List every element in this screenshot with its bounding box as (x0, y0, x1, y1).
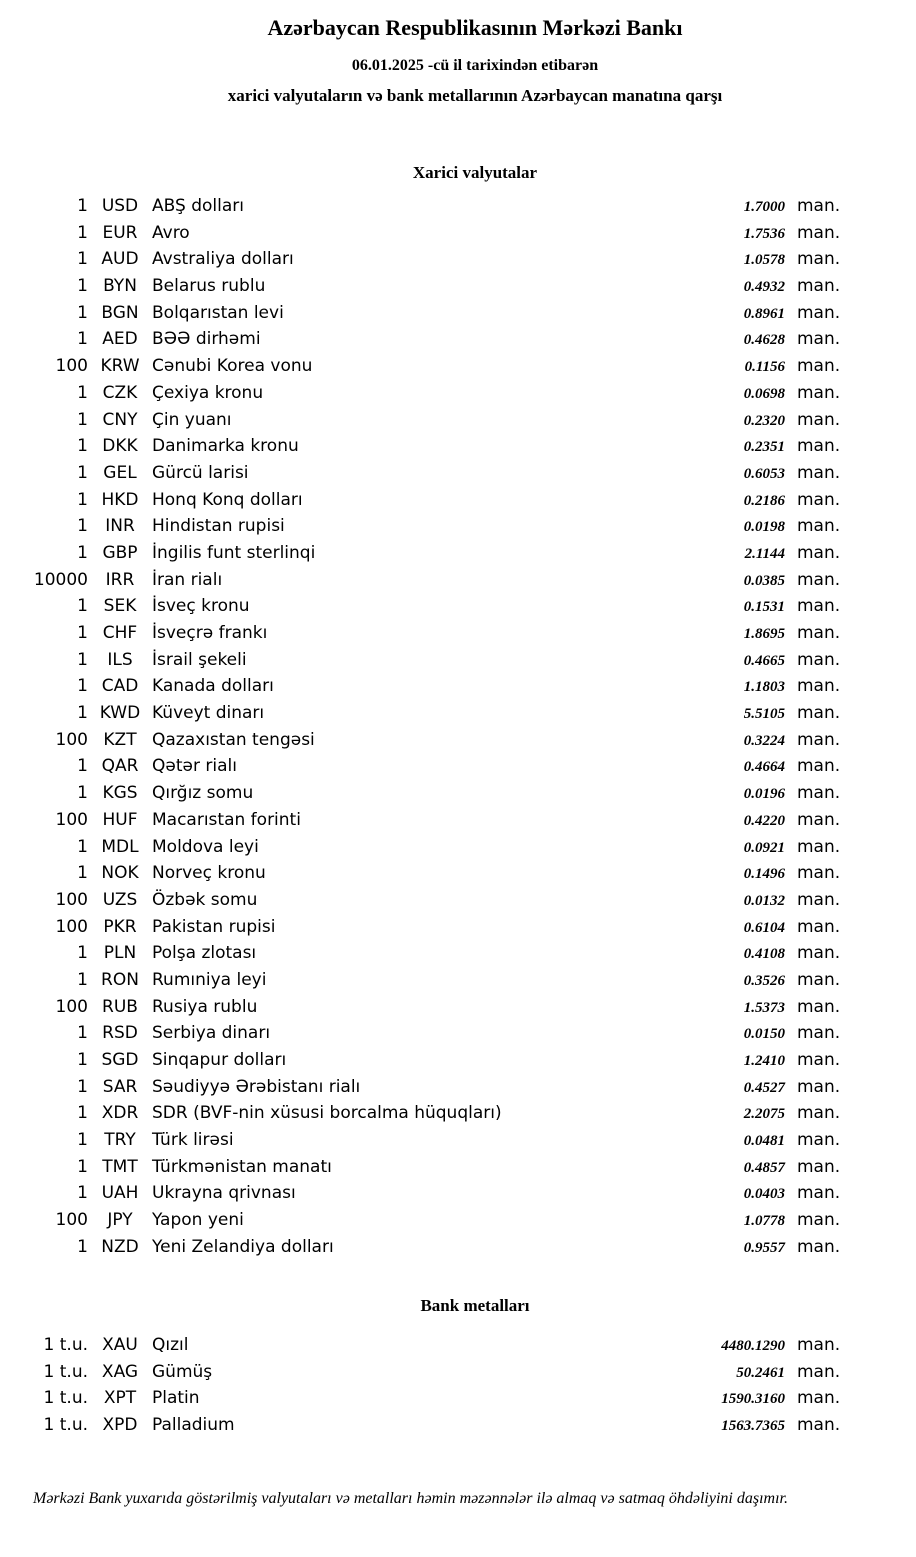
name-cell: İsveç kronu (152, 596, 250, 617)
unit-cell: man. (797, 222, 841, 243)
currency-row (0, 1180, 916, 1207)
unit-cell: man. (797, 1210, 841, 1231)
quantity-cell: 1 (77, 1076, 88, 1097)
currency-row (0, 1047, 916, 1074)
code-cell: KGS (102, 783, 138, 804)
quantity-cell: 1 (77, 969, 88, 990)
currency-row (0, 1074, 916, 1101)
name-cell: Səudiyyə Ərəbistanı rialı (152, 1076, 361, 1097)
name-cell: Gümüş (152, 1361, 213, 1382)
quantity-cell: 100 (55, 889, 88, 910)
rate-cell: 1.5373 (743, 999, 785, 1016)
unit-cell: man. (797, 436, 841, 457)
name-cell: Qızıl (152, 1335, 189, 1355)
code-cell: SGD (101, 1050, 139, 1070)
code-cell: AED (102, 329, 138, 350)
name-cell: İsrail şekeli (152, 649, 247, 670)
rate-cell: 0.2320 (743, 412, 785, 429)
currency-row (0, 380, 916, 407)
section-title-currencies: Xarici valyutalar (412, 163, 538, 182)
code-cell: JPY (107, 1210, 133, 1231)
rate-cell: 0.4220 (743, 812, 785, 829)
currency-row (0, 326, 916, 353)
currency-row (0, 780, 916, 807)
quantity-cell: 1 (77, 676, 88, 697)
currency-row (0, 700, 916, 727)
currency-row (0, 567, 916, 594)
name-cell: Bolqarıstan levi (152, 302, 284, 323)
rate-cell: 0.0132 (743, 892, 785, 909)
quantity-cell: 1 (77, 462, 88, 483)
code-cell: XPD (102, 1415, 138, 1436)
rate-cell: 5.5105 (743, 706, 785, 723)
metal-row (0, 1359, 916, 1386)
description-line: xarici valyutaların və bank metallarının Azərbaycan manatına qarşı (227, 86, 723, 105)
name-cell: Cənubi Korea vonu (152, 356, 313, 377)
metal-row (0, 1332, 916, 1359)
currency-table (0, 193, 916, 1261)
quantity-cell: 100 (55, 809, 88, 830)
rate-cell: 0.0481 (743, 1133, 785, 1150)
name-cell: Hindistan rupisi (152, 516, 285, 537)
quantity-cell: 10000 (33, 569, 88, 590)
unit-cell: man. (797, 382, 841, 403)
name-cell: Honq Konq dolları (152, 489, 303, 510)
rate-cell: 0.0385 (743, 572, 785, 589)
quantity-cell: 1 (77, 329, 88, 350)
rate-cell: 1.7000 (743, 199, 785, 215)
rate-cell: 4480.1290 (721, 1338, 785, 1354)
rate-cell: 0.9557 (743, 1239, 785, 1256)
quantity-cell: 1 (77, 409, 88, 430)
rate-cell: 0.0150 (743, 1026, 785, 1043)
name-cell: SDR (BVF-nin xüsusi borcalma hüquqları) (152, 1103, 502, 1124)
rate-cell: 50.2461 (736, 1364, 785, 1381)
currency-row (0, 300, 916, 327)
rate-cell: 1563.7365 (721, 1418, 785, 1435)
unit-cell: man. (797, 1023, 841, 1044)
currency-row (0, 460, 916, 487)
code-cell: DKK (102, 436, 138, 457)
name-cell: Türkmənistan manatı (152, 1156, 332, 1177)
currency-row (0, 1207, 916, 1234)
unit-cell: man. (797, 1076, 841, 1097)
unit-cell: man. (797, 1335, 841, 1355)
currency-row (0, 1154, 916, 1181)
name-cell: Avro (152, 222, 190, 243)
code-cell: BGN (101, 302, 139, 323)
code-cell: AUD (101, 249, 139, 270)
unit-cell: man. (797, 516, 841, 537)
currency-row (0, 1020, 916, 1047)
quantity-cell: 1 (77, 249, 88, 270)
currency-row (0, 620, 916, 647)
currency-row (0, 647, 916, 674)
name-cell: Serbiya dinarı (152, 1023, 271, 1044)
quantity-cell: 1 (77, 196, 88, 216)
unit-cell: man. (797, 569, 841, 590)
name-cell: Çexiya kronu (152, 382, 264, 403)
unit-cell: man. (797, 783, 841, 804)
name-cell: Rusiya rublu (152, 996, 258, 1017)
quantity-cell: 1 (77, 783, 88, 804)
quantity-cell: 1 (77, 756, 88, 777)
code-cell: KWD (99, 703, 141, 724)
code-cell: CNY (102, 409, 138, 430)
currency-row (0, 487, 916, 514)
metals-table (0, 1332, 916, 1439)
quantity-cell: 1 (77, 222, 88, 243)
rate-cell: 0.2351 (743, 439, 785, 456)
unit-cell: man. (797, 1236, 841, 1257)
rate-cell: 0.6053 (743, 465, 785, 482)
currency-row (0, 273, 916, 300)
rate-cell: 0.4665 (743, 652, 785, 669)
quantity-cell: 1 t.u. (43, 1335, 88, 1355)
unit-cell: man. (797, 889, 841, 910)
unit-cell: man. (797, 329, 841, 350)
unit-cell: man. (797, 1361, 841, 1382)
quantity-cell: 1 (77, 1236, 88, 1257)
rate-cell: 1.2410 (743, 1053, 785, 1069)
quantity-cell: 1 (77, 623, 88, 643)
rate-cell: 1.0778 (743, 1213, 785, 1230)
currency-row (0, 513, 916, 540)
code-cell: MDL (101, 836, 139, 857)
currency-row (0, 246, 916, 273)
rate-cell: 1590.3160 (721, 1391, 785, 1408)
currency-row (0, 220, 916, 247)
rate-cell: 0.0403 (743, 1186, 785, 1203)
rate-cell: 0.1496 (743, 866, 785, 883)
currency-row (0, 887, 916, 914)
name-cell: İngilis funt sterlinqi (152, 542, 316, 563)
code-cell: NZD (101, 1236, 139, 1257)
rate-cell: 0.3224 (743, 732, 785, 749)
rate-cell: 2.1144 (744, 545, 785, 562)
currency-row (0, 353, 916, 380)
rate-cell: 1.7536 (743, 225, 785, 242)
quantity-cell: 1 (77, 1103, 88, 1124)
rate-cell: 1.1803 (743, 679, 785, 696)
quantity-cell: 1 t.u. (43, 1415, 88, 1436)
name-cell: Küveyt dinarı (152, 703, 265, 724)
code-cell: CZK (102, 382, 138, 403)
name-cell: Kanada dolları (152, 676, 274, 697)
name-cell: Palladium (152, 1415, 235, 1436)
rate-cell: 0.0921 (743, 839, 785, 856)
quantity-cell: 1 (77, 382, 88, 403)
quantity-cell: 1 (77, 1183, 88, 1204)
metal-row (0, 1385, 916, 1412)
name-cell: Moldova leyi (152, 836, 259, 857)
name-cell: Norveç kronu (152, 863, 266, 884)
quantity-cell: 1 (77, 703, 88, 724)
code-cell: RUB (102, 996, 138, 1017)
rate-cell: 0.4932 (743, 279, 785, 296)
code-cell: PLN (103, 943, 137, 964)
currency-row (0, 407, 916, 434)
currency-row (0, 807, 916, 834)
quantity-cell: 1 (77, 1050, 88, 1070)
quantity-cell: 1 t.u. (43, 1388, 88, 1409)
rate-cell: 0.1156 (744, 359, 785, 376)
code-cell: TRY (104, 1130, 136, 1151)
name-cell: Avstraliya dolları (152, 249, 294, 270)
code-cell: XPT (103, 1388, 137, 1409)
quantity-cell: 1 (77, 596, 88, 617)
name-cell: Yapon yeni (152, 1210, 244, 1231)
currency-row (0, 1234, 916, 1261)
unit-cell: man. (797, 996, 841, 1017)
rate-cell: 0.6104 (743, 919, 785, 936)
name-cell: Danimarka kronu (152, 436, 299, 457)
currency-row (0, 914, 916, 941)
code-cell: HUF (102, 809, 138, 830)
unit-cell: man. (797, 676, 841, 697)
rate-cell: 0.4527 (743, 1079, 785, 1096)
code-cell: RSD (102, 1023, 138, 1044)
code-cell: BYN (103, 276, 137, 297)
unit-cell: man. (797, 462, 841, 483)
currency-row (0, 940, 916, 967)
rate-cell: 2.2075 (743, 1106, 785, 1123)
name-cell: Sinqapur dolları (152, 1050, 287, 1070)
currency-row (0, 433, 916, 460)
unit-cell: man. (797, 1415, 841, 1436)
code-cell: NOK (101, 863, 139, 884)
quantity-cell: 1 (77, 1023, 88, 1044)
unit-cell: man. (797, 596, 841, 617)
quantity-cell: 100 (55, 916, 88, 937)
rate-cell: 0.4628 (743, 332, 785, 349)
rate-cell: 0.4857 (743, 1159, 785, 1176)
currency-row (0, 860, 916, 887)
rate-cell: 0.4664 (743, 759, 785, 776)
unit-cell: man. (797, 302, 841, 323)
quantity-cell: 100 (55, 356, 88, 377)
unit-cell: man. (797, 356, 841, 377)
code-cell: KRW (100, 356, 140, 377)
name-cell: Qazaxıstan tengəsi (152, 729, 315, 750)
code-cell: SAR (102, 1076, 138, 1097)
unit-cell: man. (797, 756, 841, 777)
rate-cell: 1.8695 (743, 626, 785, 642)
currency-row (0, 834, 916, 861)
rate-cell: 0.4108 (743, 946, 785, 963)
quantity-cell: 100 (55, 996, 88, 1017)
name-cell: Qətər rialı (152, 756, 237, 777)
currency-row (0, 673, 916, 700)
rate-cell: 0.1531 (743, 599, 785, 616)
metal-row (0, 1412, 916, 1439)
rate-cell: 0.0198 (743, 519, 785, 536)
name-cell: Gürcü larisi (152, 462, 249, 483)
unit-cell: man. (797, 276, 841, 297)
code-cell: HKD (101, 489, 139, 510)
currency-row (0, 540, 916, 567)
quantity-cell: 100 (55, 729, 88, 750)
name-cell: BƏƏ dirhəmi (152, 329, 261, 350)
unit-cell: man. (797, 489, 841, 510)
currency-row (0, 193, 916, 220)
unit-cell: man. (797, 1050, 841, 1070)
effective-date-line: 06.01.2025 -cü il tarixindən etibarən (351, 57, 599, 74)
code-cell: INR (105, 516, 135, 537)
unit-cell: man. (797, 249, 841, 270)
currency-row (0, 593, 916, 620)
rate-cell: 1.0578 (743, 252, 785, 269)
footer-note: Mərkəzi Bank yuxarıda göstərilmiş valyutaları və metalları həmin məzənnələr ilə almaq və satmaq öhdəliyini daşımır. (33, 1490, 788, 1507)
unit-cell: man. (797, 1103, 841, 1124)
rate-cell: 0.0196 (743, 786, 785, 803)
quantity-cell: 1 (77, 302, 88, 323)
quantity-cell: 1 (77, 436, 88, 457)
unit-cell: man. (797, 969, 841, 990)
unit-cell: man. (797, 542, 841, 563)
currency-row (0, 967, 916, 994)
unit-cell: man. (797, 623, 841, 643)
code-cell: XAU (102, 1335, 138, 1355)
quantity-cell: 1 (77, 836, 88, 857)
code-cell: GEL (103, 462, 137, 483)
code-cell: EUR (102, 222, 138, 243)
name-cell: ABŞ dolları (152, 196, 244, 216)
code-cell: SEK (103, 596, 137, 617)
unit-cell: man. (797, 1183, 841, 1204)
name-cell: Pakistan rupisi (152, 916, 276, 937)
quantity-cell: 1 (77, 1130, 88, 1151)
code-cell: TMT (102, 1156, 138, 1177)
unit-cell: man. (797, 703, 841, 724)
name-cell: Rumıniya leyi (152, 969, 267, 990)
code-cell: UZS (102, 889, 138, 910)
unit-cell: man. (797, 409, 841, 430)
quantity-cell: 1 t.u. (43, 1361, 88, 1382)
currency-row (0, 1100, 916, 1127)
name-cell: Ukrayna qrivnası (152, 1183, 296, 1204)
quantity-cell: 1 (77, 516, 88, 537)
rate-cell: 0.3526 (743, 972, 785, 989)
unit-cell: man. (797, 836, 841, 857)
code-cell: PKR (103, 916, 137, 937)
name-cell: İran rialı (152, 569, 223, 590)
unit-cell: man. (797, 809, 841, 830)
quantity-cell: 1 (77, 542, 88, 563)
code-cell: QAR (101, 756, 139, 777)
unit-cell: man. (797, 729, 841, 750)
code-cell: USD (101, 196, 139, 216)
code-cell: IRR (105, 569, 135, 590)
code-cell: XDR (101, 1103, 139, 1124)
quantity-cell: 1 (77, 943, 88, 964)
quantity-cell: 1 (77, 1156, 88, 1177)
code-cell: RON (101, 969, 139, 990)
name-cell: Macarıstan forinti (152, 809, 301, 830)
currency-row (0, 1127, 916, 1154)
code-cell: XAG (101, 1361, 139, 1382)
name-cell: Yeni Zelandiya dolları (152, 1236, 334, 1257)
name-cell: Polşa zlotası (152, 943, 257, 964)
code-cell: ILS (107, 649, 133, 670)
code-cell: CAD (101, 676, 139, 697)
quantity-cell: 1 (77, 649, 88, 670)
unit-cell: man. (797, 1130, 841, 1151)
unit-cell: man. (797, 863, 841, 884)
rate-cell: 0.2186 (743, 492, 785, 509)
name-cell: Çin yuanı (152, 409, 232, 430)
quantity-cell: 1 (77, 276, 88, 297)
name-cell: Qırğız somu (152, 783, 254, 804)
section-title-metals: Bank metalları (420, 1296, 530, 1315)
name-cell: Özbək somu (152, 889, 258, 910)
unit-cell: man. (797, 916, 841, 937)
unit-cell: man. (797, 196, 841, 216)
unit-cell: man. (797, 1388, 841, 1409)
code-cell: KZT (103, 729, 137, 750)
name-cell: Platin (152, 1388, 200, 1409)
name-cell: İsveçrə frankı (152, 623, 268, 643)
name-cell: Türk lirəsi (152, 1130, 234, 1151)
currency-row (0, 994, 916, 1021)
unit-cell: man. (797, 1156, 841, 1177)
quantity-cell: 1 (77, 489, 88, 510)
quantity-cell: 100 (55, 1210, 88, 1231)
page-title: Azərbaycan Respublikasının Mərkəzi Bankı (267, 15, 683, 40)
rate-cell: 0.0698 (743, 385, 785, 402)
name-cell: Belarus rublu (152, 276, 266, 297)
code-cell: CHF (102, 623, 138, 643)
currency-row (0, 753, 916, 780)
rate-cell: 0.8961 (743, 305, 785, 322)
code-cell: GBP (102, 542, 138, 563)
currency-row (0, 727, 916, 754)
quantity-cell: 1 (77, 863, 88, 884)
code-cell: UAH (101, 1183, 139, 1204)
unit-cell: man. (797, 943, 841, 964)
unit-cell: man. (797, 649, 841, 670)
